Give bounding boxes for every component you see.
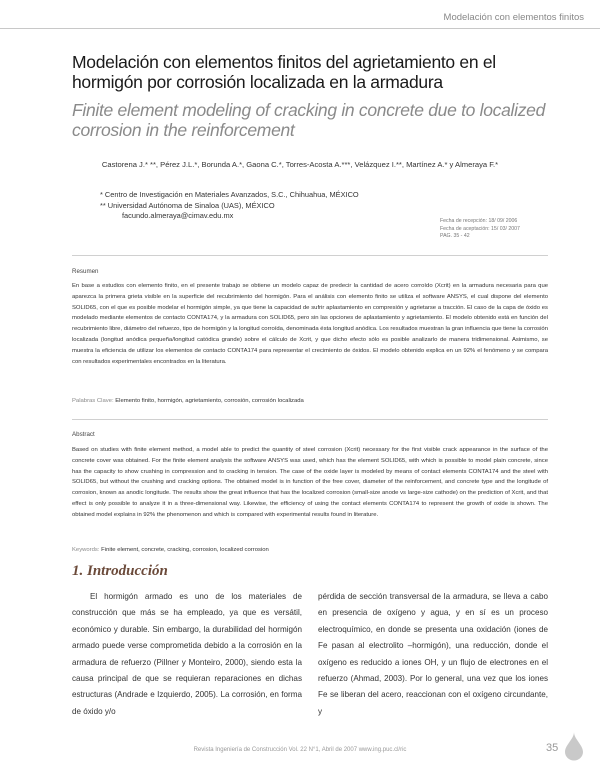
contact-email[interactable]: facundo.almeraya@cimav.edu.mx [122,211,234,220]
keywords-text: Finite element, concrete, cracking, corrosion, localized corrosion [101,547,269,553]
received-date: Fecha de recepción: 18/ 09/ 2006 [440,218,518,224]
keywords [72,547,269,553]
palabras-clave [72,398,304,404]
divider-abstract [72,419,548,420]
intro-col1-text: El hormigón armado es uno de los materiales de construcción que más se ha empleado, ya que es versátil, económico y durable. Sin embargo, la durabilidad del hormigón armado puede verse comprometida debido a la corrosión en la armadura de refuerzo (Pillner y Monteiro, 2000), siendo esta la causa principal de que se requieran reparaciones en dichas estructuras (Andrade e Izquierdo, 2005). La corrosión, en forma de óxido y/o [72,592,302,716]
drop-icon [563,731,585,761]
running-head: Modelación con elementos finitos [443,12,584,23]
divider-resumen [72,255,548,256]
affiliation-2: ** Universidad Autónoma de Sinaloa (UAS), MÉXICO [100,200,275,210]
authors-line: Castorena J.* **, Pérez J.L.*, Borunda A.*, Gaona C.*, Torres-Acosta A.***, Velázquez I.**, Martínez A.* y Almeraya F.* [101,160,499,169]
page-range: PAG. 35 - 42 [440,233,470,239]
page-number: 35 [546,742,559,754]
intro-col2-text: pérdida de sección transversal de la armadura, se lleva a cabo en presencia de oxígeno y agua, y en sí es un proceso electroquímico, en donde se presenta una oxidación (iones de Fe pasan al electrolito –hormigón), una reducción, donde el oxígeno es reducido a iones OH, y un flujo de electrones en el refuerzo (Ahmad, 2003). Por lo general, una vez que los iones Fe se liberan del acero, reaccionan con el oxígeno circundante, y [318,592,548,716]
footer: Revista Ingeniería de Construcción Vol. 22 N°1, Abril de 2007 www.ing.puc.cl/ric [193,747,407,753]
resumen-heading: Resumen [72,268,99,275]
accepted-date: Fecha de aceptación: 15/ 03/ 2007 [440,225,520,232]
intro-column-2 [318,589,548,720]
intro-column-1 [72,589,302,720]
affiliation-1: * Centro de Investigación en Materiales Avanzados, S.C., Chihuahua, MÉXICO [100,190,359,199]
affiliations [100,190,359,222]
palabras-clave-text: Elemento finito, hormigón, agrietamiento, corrosión, corrosión localizada [115,398,304,404]
intro-heading: 1. Introducción [72,563,168,579]
header-rule [0,28,600,29]
title-english: Finite element modeling of cracking in concrete due to localized corrosion in the reinforcement [72,100,546,140]
title-spanish: Modelación con elementos finitos del agrietamiento en el hormigón por corrosión localizada en la armadura [72,52,496,92]
abstract-heading: Abstract [72,431,95,438]
keywords-label: Keywords: [72,547,100,553]
resumen-body: En base a estudios con elemento finito, en el presente trabajo se obtiene un modelo capaz de predecir la cantidad de acero corroído (Xcrit) en la armadura necesaria para que aparezca la primera grieta visible en la superficie del recubrimiento del hormigón. Para el análisis con elemento finito se utiliza el software ANSYS, el cual dispone del elemento SOLID65, con el que es posible modelar el hormigón simple, ya que tiene la capacidad de sufrir aplastamiento en compresión y agrietarse a tracción. El caso de la capa de óxido es modelado mediante elementos de contacto CONTA174, y la armadura con SOLID65, pero sin las opciones de aplastamiento y agrietamiento. El modelo obtenido está en función del recubrimiento libre, diámetro del refuerzo, tipo de hormigón y la longitud corroída, denominada ésta longitud anódica. Los resultados muestran la gran influencia que tiene la corrosión localizada (longitud anódica pequeña/longitud catódica grande) sobre el cálculo de Xcrit, y que dicho efecto sólo es posible analizarlo de manera tridimensional. Asimismo, se muestra la eficiencia de utilizar los elementos de contacto CONTA174 para representar el crecimiento de óxidos. El modelo obtenido explica en un 92% el fenómeno y se compara con resultados experimentales encontrados en la literatura. [72,283,548,365]
abstract-body: Based on studies with finite element method, a model able to predict the quantity of steel corrosion (Xcrit) necessary for the first visible crack appearance in the surface of the concrete cover was obtained. For the finite element analysis the software ANSYS was used, which has the element SOLID65, with which is possible to model plain concrete, since has the capacity to show crushing in compression and to cracking in tension. The case of the oxide layer is modeled by means of contact elements CONTA174 and the steel with SOLID65, but without the crushing and cracking options. The obtained model is in function of the free cover, diameter of the reinforcement, and concrete type and the longitude of corrosion, known as anodic longitude. The results show the great influence that has the localized corrosion (small-size anode vs large-size cathode) on the prediction of Xcrit, and that effect is only possible to analyze it in a three-dimensional way. Likewise, the efficiency of using the contact elements CONTA174 to represent the growth of oxide is shown. The obtained model explains in 92% the phenomenon and which is compared with experimental results found in literature. [72,447,548,518]
palabras-clave-label: Palabras Clave: [72,398,114,404]
publication-dates [440,218,520,241]
